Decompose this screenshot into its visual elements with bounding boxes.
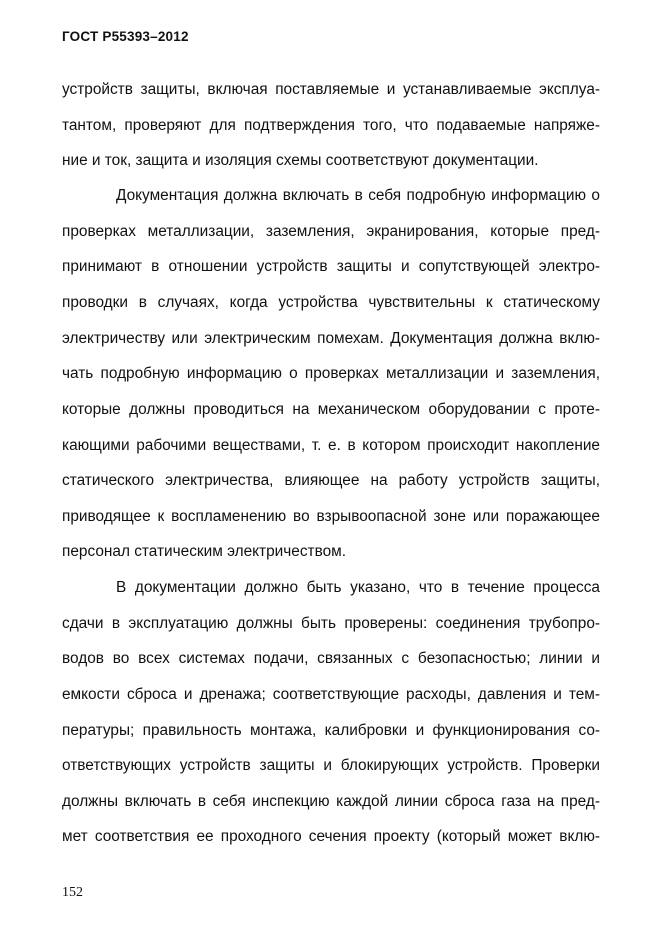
text-line: приводящее к воспламенению во взрывоопасной зоне или поражающее bbox=[62, 508, 600, 525]
text-line: устройств защиты, включая поставляемые и устанавливаемые эксплуа- bbox=[62, 81, 600, 98]
text-line: статического электричества, влияющее на работу устройств защиты, bbox=[62, 472, 600, 489]
text-line: проводки в случаях, когда устройства чувствительны к статическому bbox=[62, 294, 600, 311]
text-line: емкости сброса и дренажа; соответствующие расходы, давления и тем- bbox=[62, 686, 600, 703]
text-line: электричеству или электрическим помехам. Документация должна вклю- bbox=[62, 330, 600, 347]
text-line: кающими рабочими веществами, т. е. в котором происходит накопление bbox=[62, 437, 600, 454]
page-number: 152 bbox=[62, 885, 83, 900]
text-line: проверках металлизации, заземления, экранирования, которые пред- bbox=[62, 223, 600, 240]
standard-header: ГОСТ Р55393–2012 bbox=[62, 29, 189, 44]
text-line: Документация должна включать в себя подробную информацию о bbox=[116, 187, 600, 204]
text-line: пературы; правильность монтажа, калибровки и функционирования со- bbox=[62, 722, 600, 739]
text-line: тантом, проверяют для подтверждения того, что подаваемые напряже- bbox=[62, 117, 600, 134]
text-line: мет соответствия ее проходного сечения проекту (который может вклю- bbox=[62, 828, 600, 845]
text-line: принимают в отношении устройств защиты и сопутствующей электро- bbox=[62, 258, 600, 275]
text-line: должны включать в себя инспекцию каждой линии сброса газа на пред- bbox=[62, 793, 600, 810]
text-line: ответствующих устройств защиты и блокирующих устройств. Проверки bbox=[62, 757, 600, 774]
text-line: сдачи в эксплуатацию должны быть проверены: соединения трубопро- bbox=[62, 615, 600, 632]
text-line: чать подробную информацию о проверках металлизации и заземления, bbox=[62, 365, 600, 382]
text-line: водов во всех системах подачи, связанных с безопасностью; линии и bbox=[62, 650, 600, 667]
text-line: В документации должно быть указано, что в течение процесса bbox=[116, 579, 600, 596]
text-line: которые должны проводиться на механическом оборудовании с проте- bbox=[62, 401, 600, 418]
text-line: персонал статическим электричеством. bbox=[62, 543, 347, 560]
text-line: ние и ток, защита и изоляция схемы соответствуют документации. bbox=[62, 152, 539, 169]
